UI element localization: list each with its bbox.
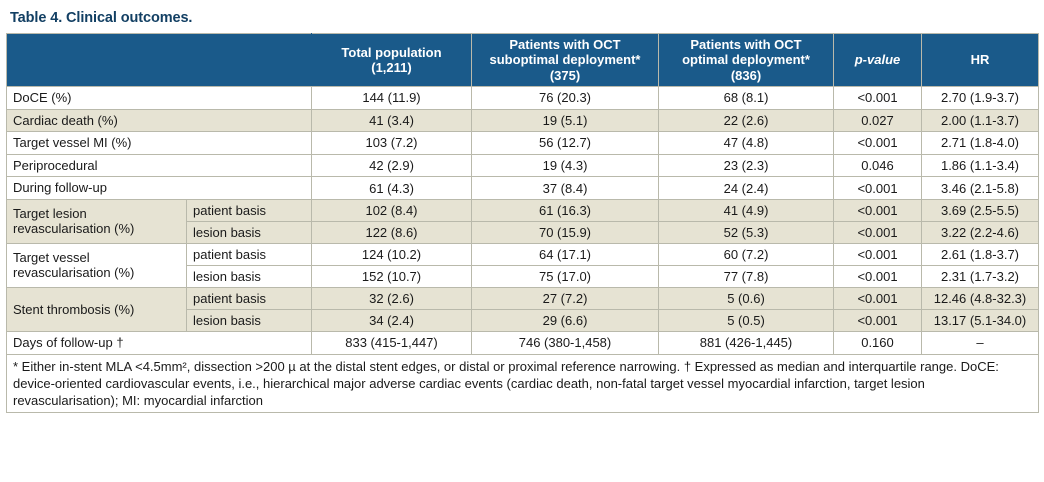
cell-optimal: 77 (7.8) [659,265,834,287]
cell-suboptimal: 27 (7.2) [472,287,659,309]
cell-total: 152 (10.7) [312,265,472,287]
cell-suboptimal: 29 (6.6) [472,309,659,331]
footnote-row [7,354,1039,412]
row-label: Cardiac death (%) [7,109,312,132]
row-label: Target lesion revascularisation (%) [7,199,187,243]
cell-optimal: 23 (2.3) [659,154,834,177]
cell-pvalue: <0.001 [834,309,922,331]
table-row [7,199,1039,221]
cell-optimal: 68 (8.1) [659,86,834,109]
header-pvalue: p-value [834,34,922,87]
header-total-population [312,34,472,87]
cell-pvalue: 0.027 [834,109,922,132]
cell-pvalue: <0.001 [834,199,922,221]
cell-optimal: 5 (0.6) [659,287,834,309]
table-row [7,109,1039,132]
cell-suboptimal: 56 (12.7) [472,132,659,155]
table-row [7,154,1039,177]
row-label: Periprocedural [7,154,312,177]
cell-total: 144 (11.9) [312,86,472,109]
header-suboptimal-line3: (375) [549,67,581,83]
page-title: Table 4. Clinical outcomes. [10,10,193,26]
cell-pvalue: <0.001 [834,132,922,155]
cell-suboptimal: 76 (20.3) [472,86,659,109]
header-optimal [659,34,834,87]
header-suboptimal [472,34,659,87]
cell-suboptimal: 19 (4.3) [472,154,659,177]
row-label: DoCE (%) [7,86,312,109]
cell-hr: 3.22 (2.2-4.6) [922,221,1039,243]
cell-pvalue: 0.046 [834,154,922,177]
header-suboptimal-line2: suboptimal deployment* [489,52,641,68]
cell-total: 124 (10.2) [312,243,472,265]
table-footnote: * Either in-stent MLA <4.5mm², dissection >200 µ at the distal stent edges, or distal or proximal reference narrowing. † Expressed as median and interquartile range. DoCE: device-oriented cardiovascular events, i.e., hierarchical major adverse cardiac events (cardiac death, non-fatal target vessel myocardial infarction, target lesion revascularisation); MI: myocardial infarction [7,354,1039,412]
table-body [7,86,1039,412]
cell-total: 61 (4.3) [312,177,472,200]
table-row [7,331,1039,354]
cell-hr: 2.31 (1.7-3.2) [922,265,1039,287]
cell-pvalue: <0.001 [834,221,922,243]
cell-suboptimal: 746 (380-1,458) [472,331,659,354]
cell-optimal: 5 (0.5) [659,309,834,331]
cell-hr: 2.71 (1.8-4.0) [922,132,1039,155]
header-suboptimal-line1: Patients with OCT [509,37,621,52]
table-row [7,287,1039,309]
table-header [7,34,1039,87]
cell-pvalue: <0.001 [834,243,922,265]
cell-hr: 2.00 (1.1-3.7) [922,109,1039,132]
header-optimal-line2: optimal deployment* [682,52,810,68]
header-optimal-line3: (836) [730,67,762,83]
row-sublabel: patient basis [187,287,312,309]
cell-suboptimal: 64 (17.1) [472,243,659,265]
table-row [7,132,1039,155]
cell-total: 833 (415-1,447) [312,331,472,354]
cell-optimal: 41 (4.9) [659,199,834,221]
cell-hr: 1.86 (1.1-3.4) [922,154,1039,177]
header-row [7,34,1039,87]
cell-hr: 3.69 (2.5-5.5) [922,199,1039,221]
cell-pvalue: <0.001 [834,177,922,200]
cell-pvalue: <0.001 [834,86,922,109]
cell-hr: – [922,331,1039,354]
cell-hr: 13.17 (5.1-34.0) [922,309,1039,331]
cell-optimal: 60 (7.2) [659,243,834,265]
cell-hr: 12.46 (4.8-32.3) [922,287,1039,309]
cell-suboptimal: 37 (8.4) [472,177,659,200]
row-sublabel: patient basis [187,243,312,265]
cell-total: 41 (3.4) [312,109,472,132]
header-total-line1: Total population [341,44,442,60]
cell-hr: 2.61 (1.8-3.7) [922,243,1039,265]
row-label: Stent thrombosis (%) [7,287,187,331]
cell-optimal: 47 (4.8) [659,132,834,155]
header-optimal-line1: Patients with OCT [690,37,802,52]
table-row [7,177,1039,200]
cell-suboptimal: 75 (17.0) [472,265,659,287]
row-sublabel: lesion basis [187,265,312,287]
header-rowlabel [7,34,312,87]
cell-optimal: 24 (2.4) [659,177,834,200]
cell-total: 32 (2.6) [312,287,472,309]
cell-optimal: 52 (5.3) [659,221,834,243]
cell-pvalue: 0.160 [834,331,922,354]
cell-pvalue: <0.001 [834,287,922,309]
cell-suboptimal: 19 (5.1) [472,109,659,132]
row-sublabel: lesion basis [187,309,312,331]
row-sublabel: lesion basis [187,221,312,243]
cell-total: 122 (8.6) [312,221,472,243]
table-row [7,86,1039,109]
cell-hr: 3.46 (2.1-5.8) [922,177,1039,200]
row-label: During follow-up [7,177,312,200]
cell-total: 42 (2.9) [312,154,472,177]
cell-optimal: 881 (426-1,445) [659,331,834,354]
cell-pvalue: <0.001 [834,265,922,287]
cell-total: 102 (8.4) [312,199,472,221]
row-label: Days of follow-up † [7,331,312,354]
cell-hr: 2.70 (1.9-3.7) [922,86,1039,109]
row-label: Target vessel revascularisation (%) [7,243,187,287]
header-total-line2: (1,211) [371,59,412,75]
header-hr: HR [922,34,1039,87]
cell-total: 103 (7.2) [312,132,472,155]
row-sublabel: patient basis [187,199,312,221]
table-row [7,243,1039,265]
clinical-outcomes-table [6,33,1039,413]
cell-suboptimal: 61 (16.3) [472,199,659,221]
cell-suboptimal: 70 (15.9) [472,221,659,243]
cell-total: 34 (2.4) [312,309,472,331]
row-label: Target vessel MI (%) [7,132,312,155]
cell-optimal: 22 (2.6) [659,109,834,132]
